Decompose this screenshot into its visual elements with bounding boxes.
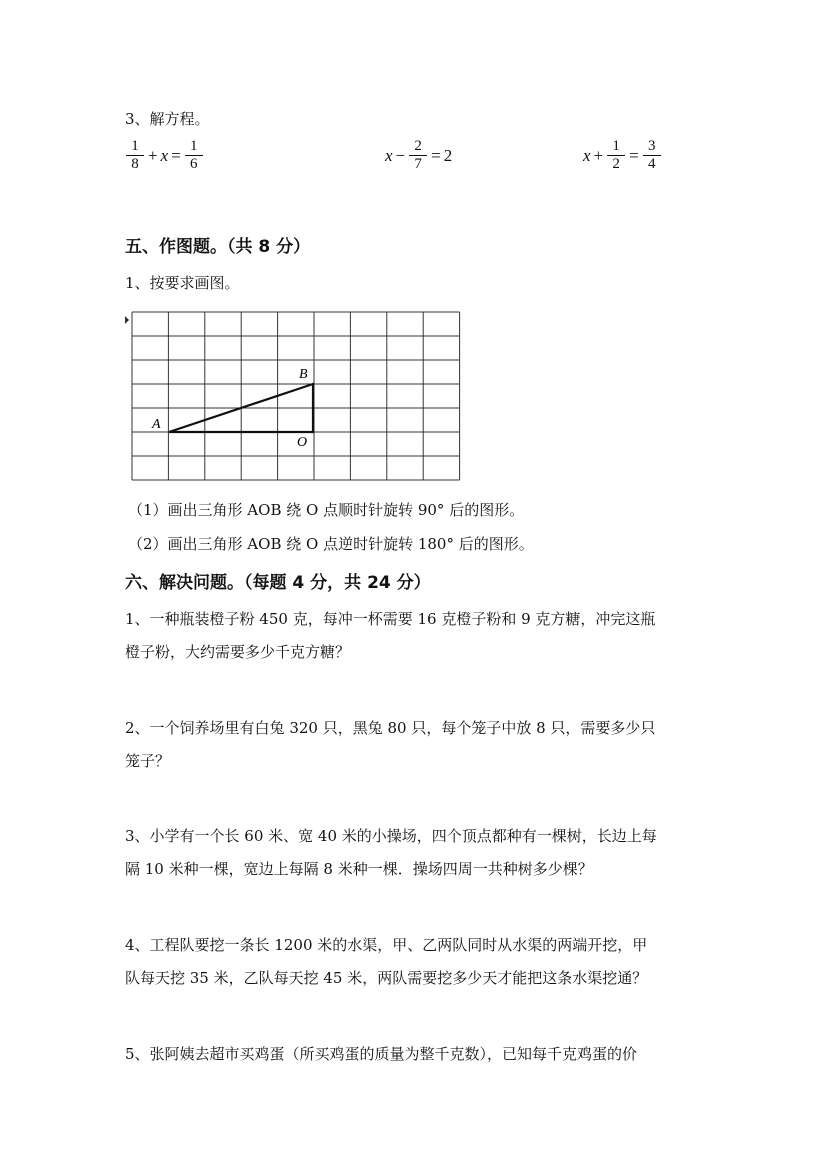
- section5-sub-1: （1）画出三角形 AOB 绕 O 点顺时针旋转 90° 后的图形。: [128, 501, 525, 519]
- section6-heading: 六、解决问题。（每题 4 分，共 24 分）: [125, 573, 431, 593]
- problem-2-line-1: 2、一个饲养场里有白兔 320 只，黑兔 80 只，每个笼子中放 8 只，需要多少只: [125, 719, 656, 737]
- equation-2: x − $\frac{2}{7}$ = 2: [385, 138, 453, 172]
- problem-2-line-2: 笼子？: [125, 752, 171, 770]
- problem-4-line-1: 4、工程队要挖一条长 1200 米的水渠，甲、乙两队同时从水渠的两端开挖，甲: [125, 936, 648, 954]
- problem-4-line-2: 队每天挖 35 米，乙队每天挖 45 米，两队需要挖多少天才能把这条水渠挖通？: [125, 969, 648, 987]
- problem-1-line-1: 1、一种瓶装橙子粉 450 克，每冲一杯需要 16 克橙子粉和 9 克方糖，冲完这瓶: [125, 610, 656, 628]
- problem-5-line-1: 5、张阿姨去超市买鸡蛋（所买鸡蛋的质量为整千克数），已知每千克鸡蛋的价: [125, 1045, 638, 1063]
- problem-1-line-2: 橙子粉，大约需要多少千克方糖？: [125, 643, 351, 661]
- fraction: $\frac{2}{7}$: [411, 138, 425, 173]
- section5-question-1: 1、按要求画图。: [125, 274, 240, 292]
- grid-lines: [132, 312, 460, 480]
- problem-3-line-2: 隔 10 米种一棵，宽边上每隔 8 米种一棵．操场四周一共种树多少棵？: [125, 860, 593, 878]
- fraction: $\frac{1}{8}$: [128, 138, 142, 173]
- corner-marker-icon: [125, 316, 129, 324]
- fraction: $\frac{1}{2}$: [609, 138, 623, 173]
- fraction: $\frac{1}{6}$: [187, 138, 201, 173]
- section3-title: 3、解方程。: [125, 110, 210, 128]
- label-o: O: [297, 435, 308, 450]
- equation-1: $\frac{1}{8}$ + x = $\frac{1}{6}$: [125, 138, 204, 173]
- problem-3-line-1: 3、小学有一个长 60 米、宽 40 米的小操场，四个顶点都种有一棵树，长边上每: [125, 827, 657, 845]
- triangle-grid: [122, 310, 462, 482]
- equation-3: x + $\frac{1}{2}$ = $\frac{3}{4}$: [583, 138, 662, 173]
- label-a: A: [152, 417, 161, 432]
- section5-sub-2: （2）画出三角形 AOB 绕 O 点逆时针旋转 180° 后的图形。: [128, 535, 534, 553]
- fraction: $\frac{3}{4}$: [645, 138, 659, 173]
- label-b: B: [299, 367, 308, 382]
- section5-heading: 五、作图题。（共 8 分）: [125, 237, 311, 257]
